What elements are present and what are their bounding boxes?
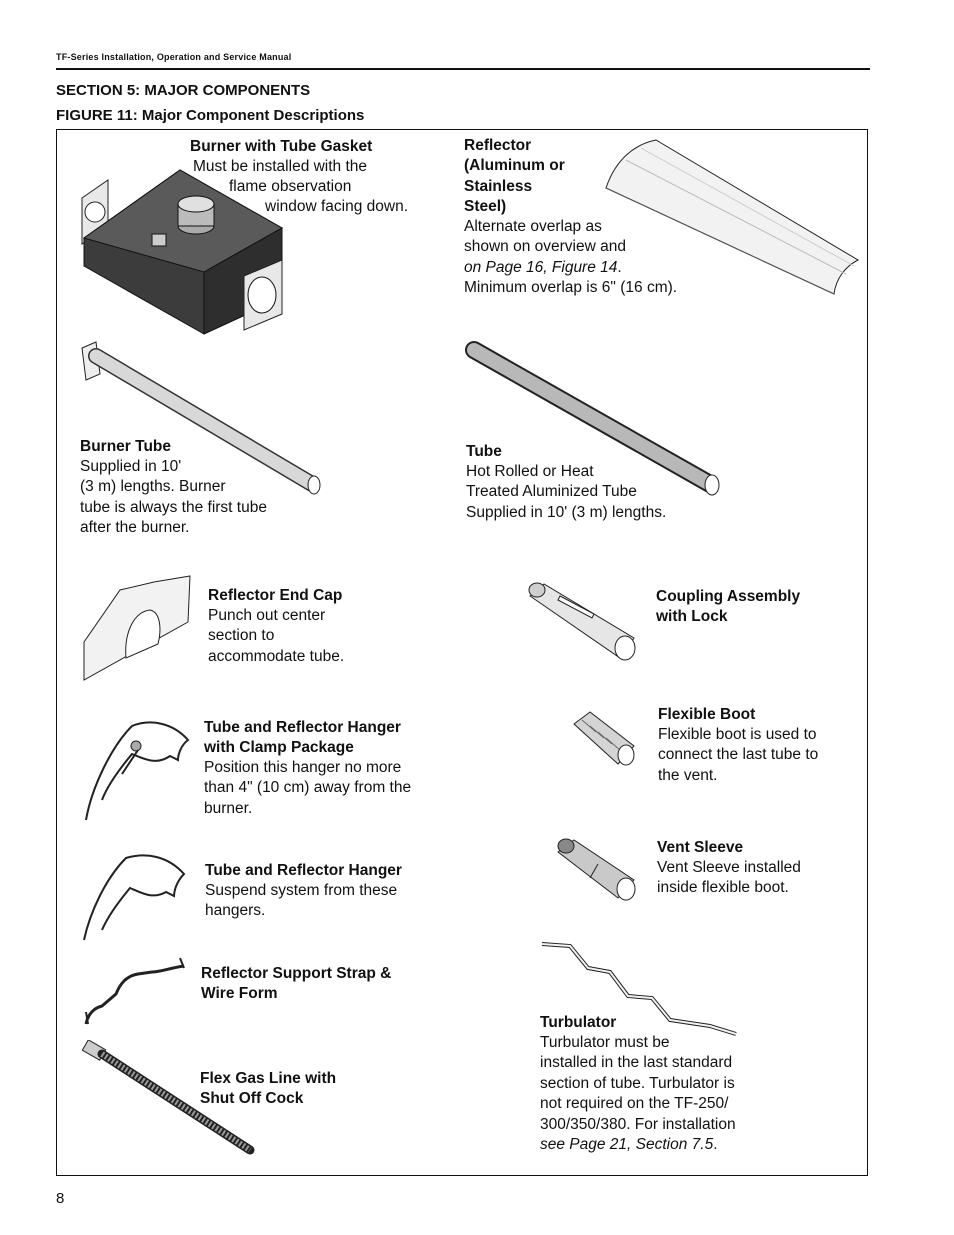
manual-running-header: TF-Series Installation, Operation and Service Manual [56,52,292,62]
reflector-end-cap-illustration [80,572,194,684]
turbulator-title: Turbulator [540,1014,617,1031]
flex-boot-title: Flexible Boot [658,706,756,723]
flex-gas-title: Flex Gas Line with Shut Off Cock [200,1070,337,1108]
hanger-illustration [80,852,190,944]
page-number: 8 [56,1190,65,1207]
vent-sleeve-desc: Vent Sleeve installed inside flexible boot. [657,859,801,897]
reflector-title: Reflector (Aluminum or Stainless Steel) [464,137,565,216]
reflector-desc-c: Minimum overlap is 6" (16 cm). [464,279,678,297]
burner-tube-title: Burner Tube [80,438,171,455]
hanger-clamp-desc: Position this hanger no more than 4" (10 cm) away from the burner. [204,759,412,817]
reflector-desc-period: . [617,258,622,276]
end-cap-title: Reflector End Cap [208,587,343,604]
tube-desc: Hot Rolled or Heat Treated Aluminized Tube Supplied in 10' (3 m) lengths. [466,463,667,521]
hanger-clamp-title: Tube and Reflector Hanger with Clamp Package [204,719,401,757]
coupling-title: Coupling Assembly with Lock [656,588,801,626]
vent-sleeve-illustration [554,838,638,904]
header-rule [56,68,870,70]
reflector-desc [464,217,677,299]
burner-tube-desc: Supplied in 10' (3 m) lengths. Burner tube is always the first tube after the burner. [80,458,267,537]
figure-title: FIGURE 11: Major Component Descriptions [56,107,365,124]
flexible-boot-illustration [568,708,640,768]
end-cap-desc: Punch out center section to accommodate tube. [208,607,345,665]
turbulator-page-reference: see Page 21, Section 7.5 [540,1136,714,1154]
tube-title: Tube [466,443,502,460]
section-title: SECTION 5: MAJOR COMPONENTS [56,82,311,99]
support-strap-title: Reflector Support Strap & Wire Form [201,965,392,1003]
hanger-title: Tube and Reflector Hanger [205,862,402,879]
coupling-illustration [524,582,638,664]
turbulator-desc-a: Turbulator must be installed in the last standard section of tube. Turbulator is not required on the TF-250/ 300/350/380. For installation [540,1034,736,1133]
hanger-desc: Suspend system from these hangers. [205,882,398,920]
flex-boot-desc: Flexible boot is used to connect the last tube to the vent. [658,726,819,784]
vent-sleeve-title: Vent Sleeve [657,839,744,856]
turbulator-desc-period: . [713,1136,718,1154]
burner-desc-line2: flame observation [229,178,352,195]
turbulator-desc [540,1033,736,1155]
hanger-clamp-illustration [82,716,194,824]
support-strap-illustration [80,954,190,1028]
reflector-desc-a: Alternate overlap as shown on overview and [464,218,626,256]
burner-title: Burner with Tube Gasket [190,138,373,155]
burner-desc-line3: window facing down. [265,198,409,215]
burner-desc-line1: Must be installed with the [193,158,368,175]
reflector-page-reference: on Page 16, Figure 14 [464,258,618,276]
